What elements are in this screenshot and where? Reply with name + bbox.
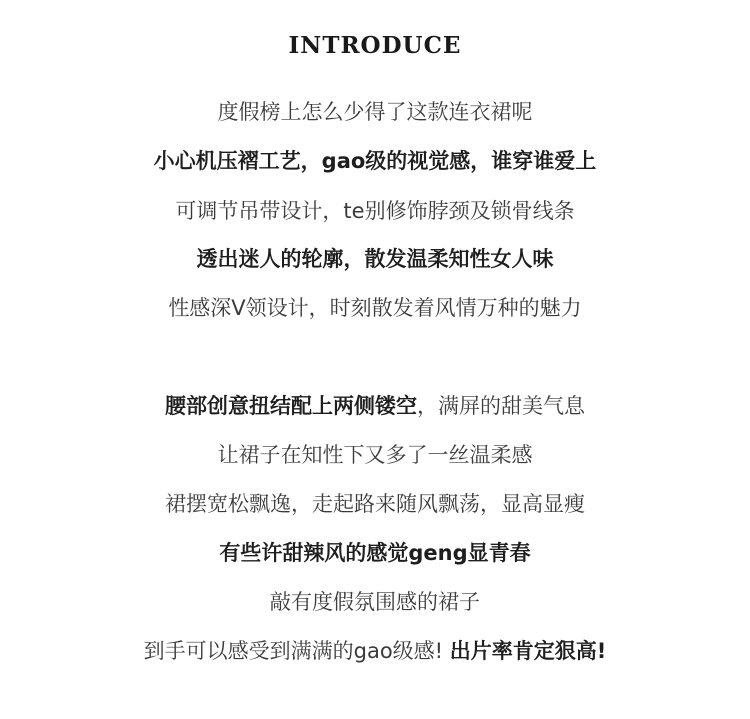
intro-line-3: 可调节吊带设计，te别修饰脖颈及锁骨线条 (175, 199, 575, 223)
intro-line-11-regular: 到手可以感受到满满的gao级感! (143, 639, 450, 663)
intro-line-6-regular: ，满屏的甜美气息 (417, 394, 585, 418)
intro-line-1: 度假榜上怎么少得了这款连衣裙呢 (217, 100, 533, 124)
intro-line-6 (0, 391, 750, 421)
intro-line-8: 裙摆宽松飘逸，走起路来随风飘荡，显高显瘦 (165, 492, 585, 516)
intro-line-6-bold: 腰部创意扭结配上两侧镂空 (165, 394, 417, 418)
intro-line-2: 小心机压褶工艺，gao级的视觉感，谁穿谁爱上 (153, 149, 597, 173)
intro-line-11 (0, 636, 750, 666)
intro-line-9: 有些许甜辣风的感觉geng显青春 (219, 541, 531, 565)
intro-line-7: 让裙子在知性下又多了一丝温柔感 (217, 443, 533, 467)
intro-line-5: 性感深V领设计，时刻散发着风情万种的魅力 (168, 296, 582, 320)
page-title: INTRODUCE (288, 32, 462, 59)
intro-line-4: 透出迷人的轮廓，散发温柔知性女人味 (196, 247, 554, 271)
intro-line-11-bold: 出片率肯定狠高! (449, 639, 607, 663)
intro-line-10: 敲有度假氛围感的裙子 (270, 590, 480, 614)
